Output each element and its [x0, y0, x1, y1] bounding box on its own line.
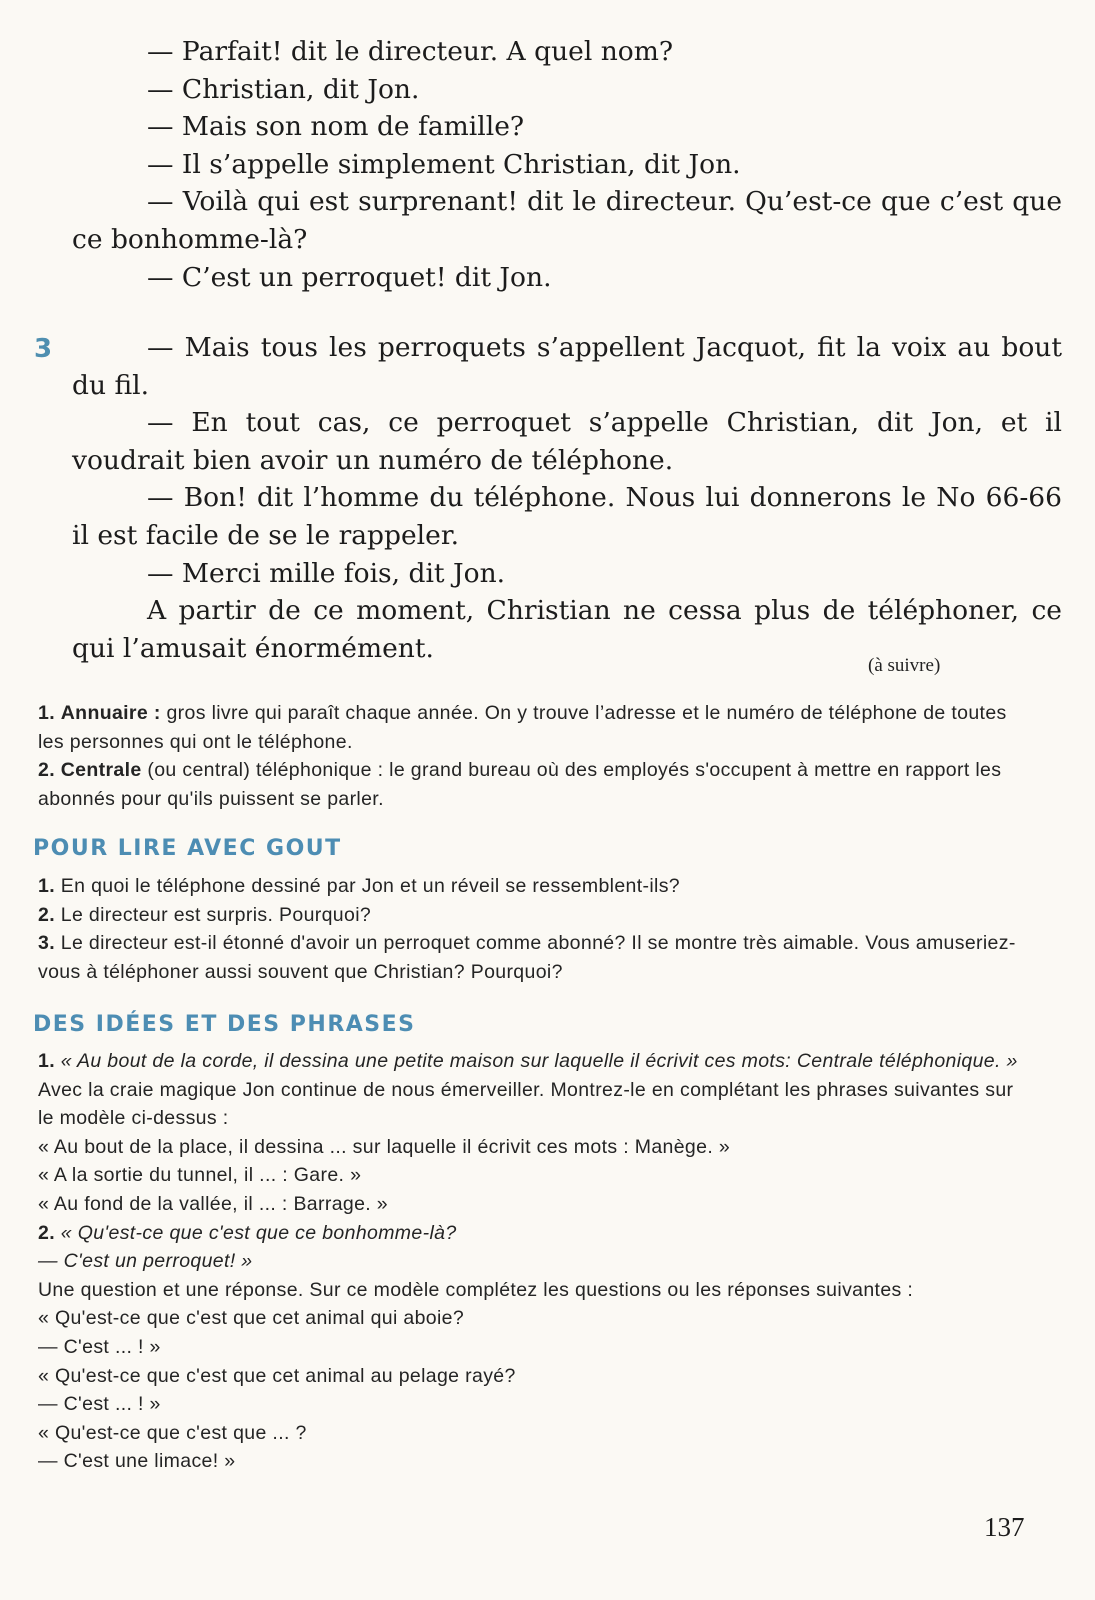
story-paragraph: — Mais tous les perroquets s’appellent Jacquot, fit la voix au bout du fil. — [72, 332, 1062, 401]
story-paragraph: — Voilà qui est surprenant! dit le directeur. Qu’est-ce que c’est que ce bonhomme-là? — [72, 186, 1062, 255]
exercise-1-quote — [38, 1047, 1034, 1076]
footnote-text: (ou central) téléphonique : le grand bureau où des employés s'occupent à mettre en rapport les abonnés pour qu'ils puissent se parler. — [38, 759, 1002, 810]
footnote-term: Annuaire : — [60, 702, 161, 724]
exercise-line: « Au bout de la place, il dessina ... sur laquelle il écrivit ces mots : Manège. » — [38, 1135, 731, 1158]
question — [38, 901, 1034, 930]
exercise-quote: « Au bout de la corde, il dessina une petite maison sur laquelle il écrivit ces mots: Centrale téléphonique. » — [60, 1050, 1018, 1072]
exercise-line: « Qu'est-ce que c'est que cet animal qui aboie? — [38, 1307, 465, 1330]
footnote-term: Centrale — [60, 759, 142, 782]
question-text: En quoi le téléphone dessiné par Jon et un réveil se ressemblent-ils? — [60, 875, 681, 897]
exercise-line: « A la sortie du tunnel, il ... : Gare. » — [38, 1164, 362, 1187]
question-number: 1. — [38, 875, 55, 897]
exercise-quote: « Qu'est-ce que c'est que ce bonhomme-là? — [60, 1221, 457, 1244]
exercise-line: « Au fond de la vallée, il ... : Barrage. » — [38, 1192, 389, 1215]
section-number: 3 — [34, 334, 53, 364]
exercise-1-instruction: Avec la craie magique Jon continue de nous émerveiller. Montrez-le en complétant les phrases suivantes sur le modèle ci-dessus : — [38, 1078, 1014, 1130]
reading-questions — [38, 872, 1034, 986]
section-heading-idees: DES IDÉES ET DES PHRASES — [33, 1012, 416, 1037]
story-block-section-3 — [72, 329, 1062, 667]
footnotes — [38, 699, 1034, 813]
exercise-number: 2. — [38, 1221, 55, 1244]
story-paragraph: — Il s’appelle simplement Christian, dit Jon. — [147, 148, 741, 180]
story-paragraph: — Bon! dit l’homme du téléphone. Nous lui donnerons le No 66-66 il est facile de se le rappeler. — [72, 482, 1062, 551]
exercises — [38, 1047, 1034, 1476]
footnote-text: gros livre qui paraît chaque année. On y trouve l’adresse et le numéro de téléphone de toutes les personnes qui ont le téléphone. — [38, 702, 1007, 753]
story-block-top — [72, 33, 1062, 296]
page-number: 137 — [984, 1512, 1025, 1542]
footnote — [38, 756, 1034, 813]
footnote — [38, 699, 1034, 756]
footnote-number: 1. — [38, 702, 55, 724]
story-paragraph: — Parfait! dit le directeur. A quel nom? — [147, 36, 674, 67]
question-text: Le directeur est surpris. Pourquoi? — [60, 903, 372, 926]
question — [38, 872, 1034, 901]
exercise-quote: — C'est un perroquet! » — [38, 1250, 253, 1273]
exercise-line: — C'est une limace! » — [38, 1450, 236, 1473]
exercise-line: « Qu'est-ce que c'est que cet animal au pelage rayé? — [38, 1364, 516, 1387]
story-paragraph: — Merci mille fois, dit Jon. — [147, 557, 506, 589]
story-paragraph: — En tout cas, ce perroquet s’appelle Christian, dit Jon, et il voudrait bien avoir un numéro de téléphone. — [72, 407, 1062, 476]
exercise-line: — C'est ... ! » — [38, 1393, 161, 1416]
to-be-continued: (à suivre) — [868, 655, 941, 676]
question — [38, 929, 1034, 986]
story-paragraph: — C’est un perroquet! dit Jon. — [147, 261, 552, 293]
exercise-2-instruction: Une question et une réponse. Sur ce modèle complétez les questions ou les réponses suivantes : — [38, 1278, 914, 1301]
question-text: Le directeur est-il étonné d'avoir un perroquet comme abonné? Il se montre très aimable. Vous amuseriez-vous à téléphoner aussi souvent que Christian? Pourquoi? — [38, 932, 1016, 983]
exercise-line: « Qu'est-ce que c'est que ... ? — [38, 1421, 307, 1444]
story-paragraph: A partir de ce moment, Christian ne cessa plus de téléphoner, ce qui l’amusait énormément. — [72, 595, 1062, 664]
exercise-2-quote — [38, 1219, 1034, 1248]
footnote-number: 2. — [38, 759, 55, 782]
story-paragraph: — Christian, dit Jon. — [147, 73, 420, 105]
question-number: 2. — [38, 903, 55, 926]
question-number: 3. — [38, 932, 55, 955]
exercise-line: — C'est ... ! » — [38, 1335, 161, 1358]
exercise-2-quote-answer — [38, 1247, 1034, 1276]
story-paragraph: — Mais son nom de famille? — [147, 111, 525, 143]
section-heading-lire: POUR LIRE AVEC GOUT — [33, 836, 342, 861]
exercise-number: 1. — [38, 1050, 55, 1072]
